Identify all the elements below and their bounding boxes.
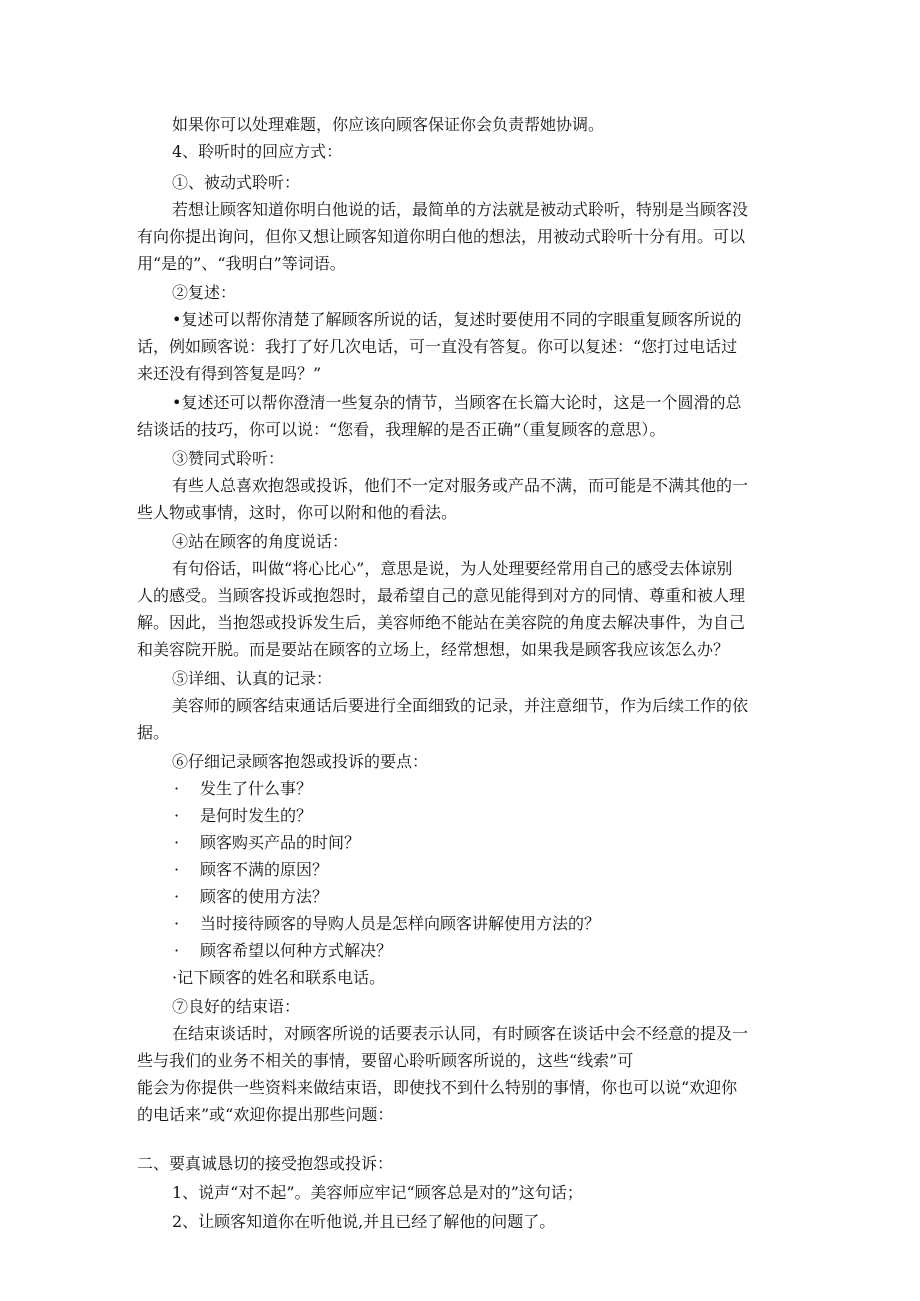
paragraph-line: 话，例如顾客说：我打了好几次电话，可一直没有答复。你可以复述：“您打过电话过	[137, 337, 738, 356]
paragraph-line: 据。	[137, 723, 170, 742]
subsection-heading: ⑦良好的结束语：	[172, 997, 301, 1016]
paragraph-line: 结谈话的技巧，你可以说：“您看，我理解的是否正确”（重复顾客的意思）。	[137, 420, 666, 439]
list-item	[137, 802, 790, 829]
paragraph-line: 有些人总喜欢抱怨或投诉，他们不一定对服务或产品不满，而可能是不满其他的一	[172, 476, 749, 495]
list-item-text: 是何时发生的？	[200, 806, 313, 825]
paragraph-line: 解。因此，当抱怨或投诉发生后，美容师绝不能站在美容院的角度去解决事件，为自己	[137, 613, 746, 632]
section-heading: 二、要真诚恳切的接受抱怨或投诉：	[137, 1154, 394, 1173]
list-item	[137, 910, 790, 937]
subsection-heading: ⑥仔细记录顾客抱怨或投诉的要点：	[172, 752, 429, 771]
paragraph-line: 用“是的”、“我明白”等词语。	[137, 254, 346, 273]
subsection-heading: ③赞同式聆听：	[172, 449, 285, 468]
section-heading: 4、聆听时的回应方式：	[172, 142, 343, 161]
paragraph-line: 在结束谈话时，对顾客所说的话要表示认同，有时顾客在谈话中会不经意的提及一	[172, 1024, 749, 1043]
paragraph-line: 的电话来”或“欢迎你提出那些问题：	[137, 1105, 394, 1124]
bullet-icon: ·	[174, 833, 180, 852]
paragraph-line: 美容师的顾客结束通话后要进行全面细致的记录，并注意细节，作为后续工作的依	[172, 696, 749, 715]
list-item	[137, 883, 790, 910]
list-item: ·记下顾客的姓名和联系电话。	[172, 968, 386, 987]
list-item	[137, 856, 790, 883]
paragraph-line: 来还没有得到答复是吗？”	[137, 364, 322, 383]
bullet-icon: ·	[174, 941, 180, 960]
bullet-icon: ·	[174, 806, 180, 825]
blank-spacer	[137, 1128, 790, 1146]
list-item-text: 顾客的使用方法？	[200, 887, 329, 906]
subsection-heading: ②复述：	[172, 283, 237, 302]
bullet-icon: ·	[174, 779, 180, 798]
list-item-text: 顾客希望以何种方式解决？	[200, 941, 393, 960]
paragraph-line: 若想让顾客知道你明白他说的话，最简单的方法就是被动式聆听，特别是当顾客没	[172, 200, 749, 219]
subsection-heading: ⑤详细、认真的记录：	[172, 669, 333, 688]
paragraph-line: •复述可以帮你清楚了解顾客所说的话，复述时要使用不同的字眼重复顾客所说的	[172, 310, 742, 329]
list-item	[137, 829, 790, 856]
list-item	[137, 937, 790, 964]
subsection-heading: ④站在顾客的角度说话：	[172, 532, 349, 551]
list-item-text: 发生了什么事？	[200, 779, 313, 798]
paragraph-line: 有句俗话，叫做“将心比心”，意思是说，为人处理要经常用自己的感受去体谅别	[172, 559, 733, 578]
paragraph-line: 如果你可以处理难题，你应该向顾客保证你会负责帮她协调。	[172, 115, 605, 134]
paragraph-line: 和美容院开脱。而是要站在顾客的立场上，经常想想，如果我是顾客我应该怎么办？	[137, 640, 730, 659]
list-item-text: 顾客购买产品的时间？	[200, 833, 361, 852]
paragraph-line: 2、让顾客知道你在听他说,并且已经了解他的问题了。	[172, 1212, 556, 1231]
bullet-icon: ·	[174, 887, 180, 906]
paragraph-line: 有向你提出询问，但你又想让顾客知道你明白他的想法，用被动式聆听十分有用。可以	[137, 227, 746, 246]
paragraph-line: 能会为你提供一些资料来做结束语，即使找不到什么特别的事情，你也可以说“欢迎你	[137, 1078, 738, 1097]
list-item-text: 顾客不满的原因？	[200, 860, 329, 879]
paragraph-line: •复述还可以帮你澄清一些复杂的情节，当顾客在长篇大论时，这是一个圆滑的总	[172, 393, 742, 412]
subsection-heading: ①、被动式聆听：	[172, 173, 301, 192]
list-item-text: 当时接待顾客的导购人员是怎样向顾客讲解使用方法的？	[200, 914, 601, 933]
paragraph-line: 1、说声“对不起”。美容师应牢记“顾客总是对的”这句话；	[172, 1183, 583, 1202]
paragraph-line: 些人物或事情，这时，你可以附和他的看法。	[137, 503, 458, 522]
bullet-icon: ·	[174, 860, 180, 879]
paragraph-line: 些与我们的业务不相关的事情，要留心聆听顾客所说的，这些“线索”可	[137, 1051, 634, 1070]
paragraph-line: 人的感受。当顾客投诉或抱怨时，最希望自己的意见能得到对方的同情、尊重和被人理	[137, 586, 746, 605]
bullet-icon: ·	[174, 914, 180, 933]
list-item	[137, 775, 790, 802]
